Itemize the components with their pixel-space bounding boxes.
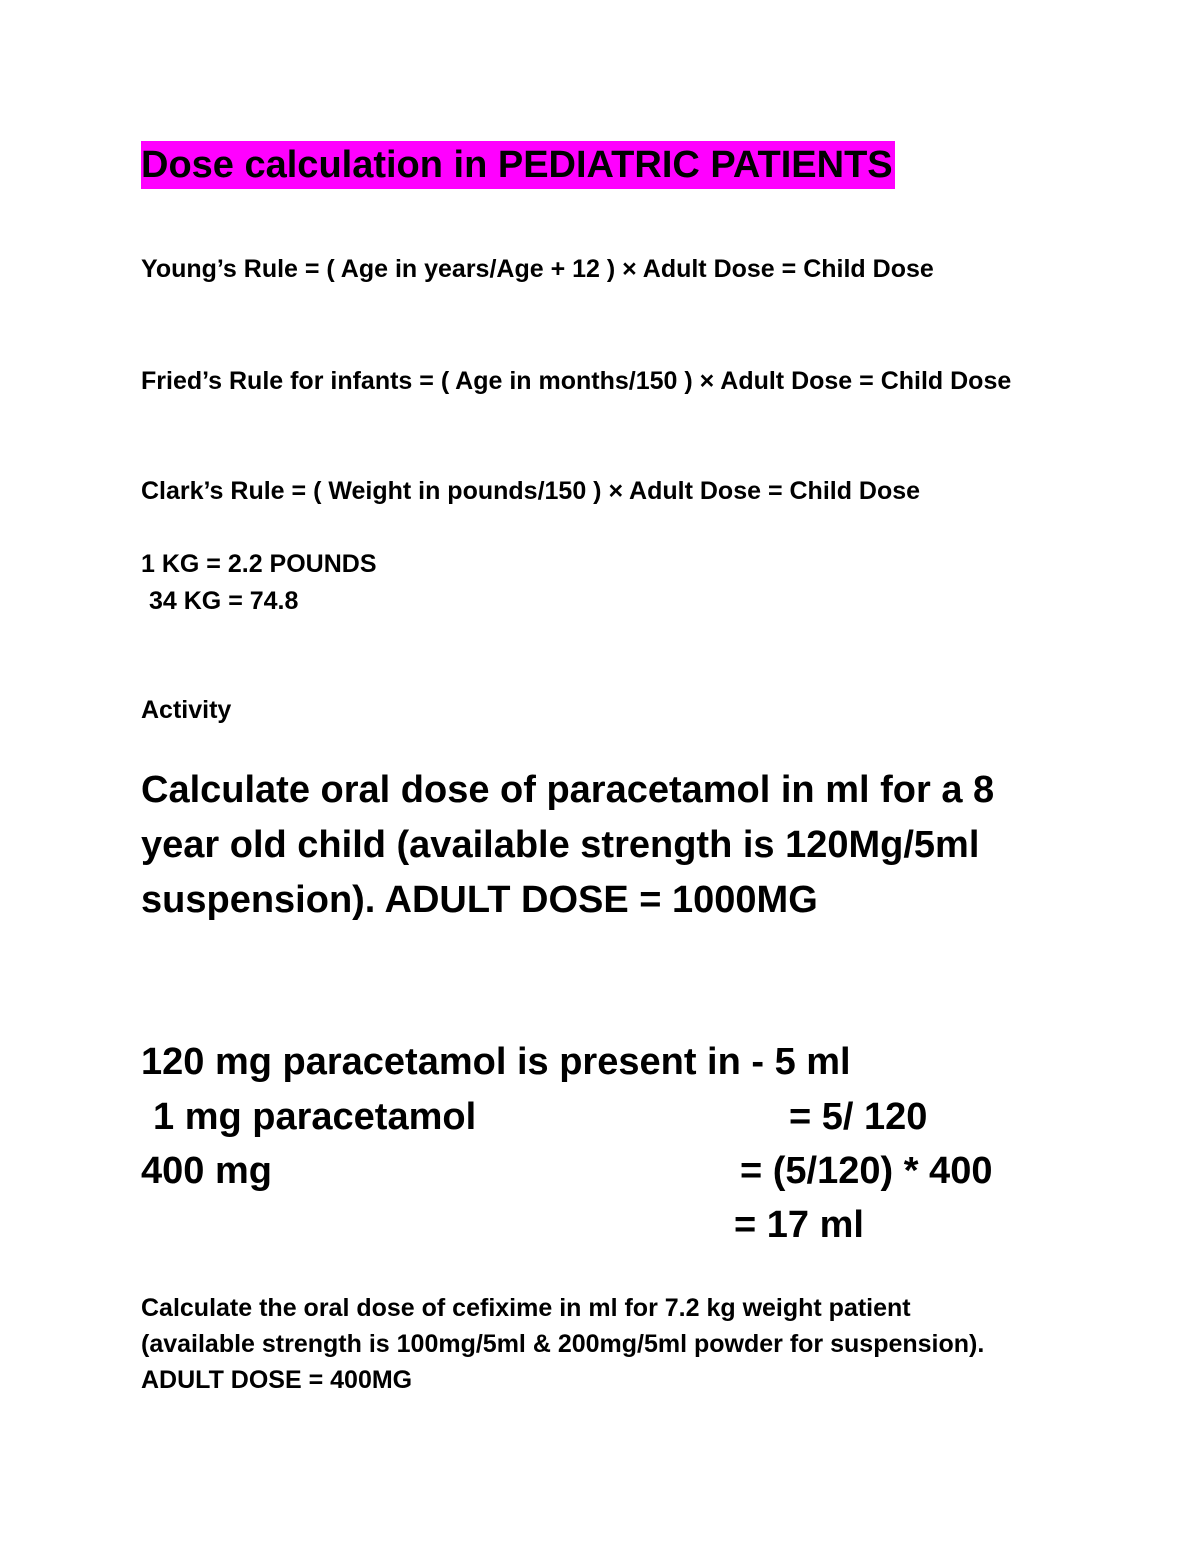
calc-line-4-result: = 17 ml: [734, 1204, 864, 1246]
conversion-example: 34 KG = 74.8: [149, 587, 299, 615]
calc-line-3-left: 400 mg: [141, 1150, 272, 1192]
calc-line-1: 120 mg paracetamol is present in - 5 ml: [141, 1041, 851, 1083]
calc-line-3-right: = (5/120) * 400: [740, 1150, 993, 1192]
clarks-rule: Clark’s Rule = ( Weight in pounds/150 ) × Adult Dose = Child Dose: [141, 477, 921, 505]
question-cefixime: Calculate the oral dose of cefixime in ml for 7.2 kg weight patient (available strength is 100mg/5ml & 200mg/5ml powder for suspension). ADULT DOSE = 400MG: [141, 1294, 985, 1394]
youngs-rule: Young’s Rule = ( Age in years/Age + 12 ) × Adult Dose = Child Dose: [141, 255, 934, 283]
question-paracetamol: Calculate oral dose of paracetamol in ml for a 8 year old child (available strength is 120Mg/5ml suspension). ADULT DOSE = 1000MG: [141, 769, 995, 921]
calc-line-2-right: = 5/ 120: [789, 1096, 928, 1138]
calc-line-2-left: 1 mg paracetamol: [153, 1096, 477, 1138]
frieds-rule: Fried’s Rule for infants = ( Age in months/150 ) × Adult Dose = Child Dose: [141, 367, 1012, 395]
conversion-kg-pounds: 1 KG = 2.2 POUNDS: [141, 550, 377, 578]
page-title: Dose calculation in PEDIATRIC PATIENTS: [141, 141, 895, 189]
activity-heading: Activity: [141, 696, 232, 724]
